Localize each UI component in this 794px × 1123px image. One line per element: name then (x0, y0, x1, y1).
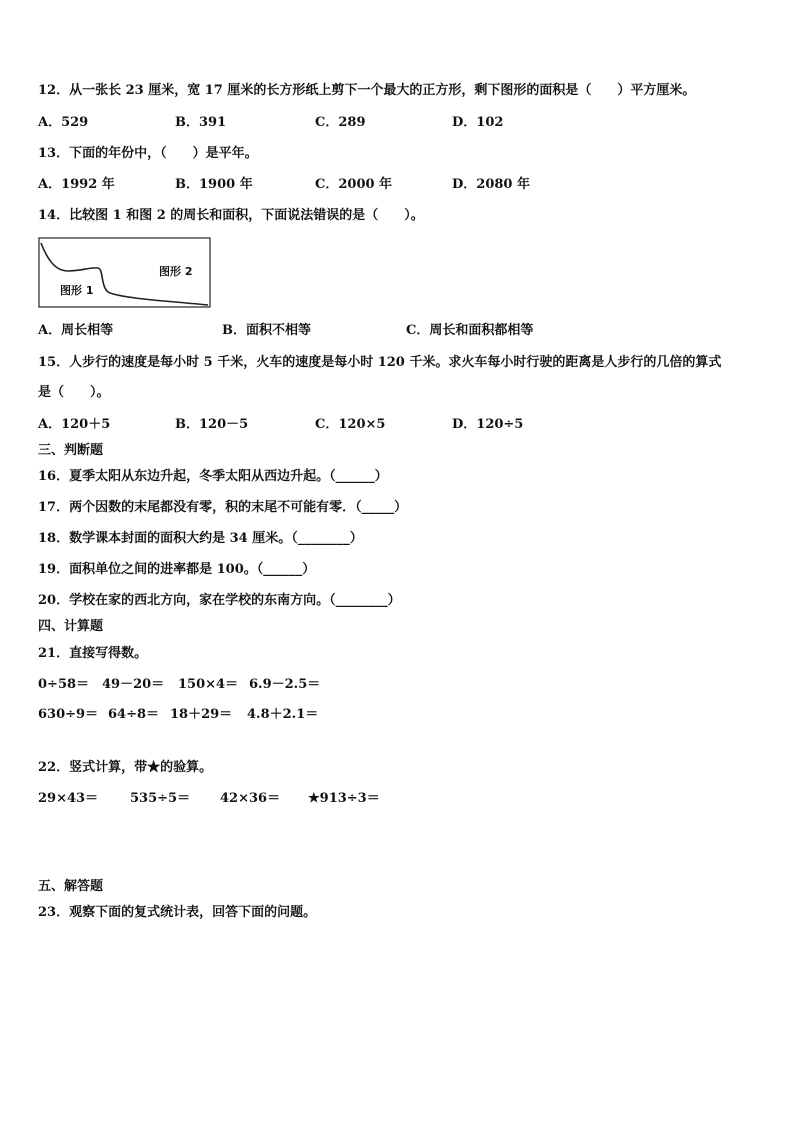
calc-item: 18＋29＝ (170, 707, 233, 722)
vertical-calc-item: 42×36＝ (220, 791, 281, 806)
question-15-text-line1: 15．人步行的速度是每小时 5 千米，火车的速度是每小时 120 千米。求火车每小时行驶的距离是人步行的几倍的算式 (38, 355, 722, 370)
calc-item: 49－20＝ (102, 677, 165, 692)
option-a[interactable]: A．529 (38, 115, 89, 130)
section-5-title: 五、解答题 (38, 879, 104, 894)
calc-item: 64÷8＝ (108, 707, 160, 722)
question-14-text: 14．比较图 1 和图 2 的周长和面积，下面说法错误的是（ ）。 (38, 208, 424, 223)
option-b[interactable]: B．391 (175, 115, 227, 130)
calc-item: 4.8＋2.1＝ (247, 707, 319, 722)
section-4-title: 四、计算题 (38, 619, 104, 634)
figure-outline (38, 237, 212, 309)
calc-item: 6.9－2.5＝ (249, 677, 321, 692)
section-3-title: 三、判断题 (38, 443, 104, 458)
question-18-text: 18．数学课本封面的面积大约是 34 厘米。（________） (38, 531, 363, 546)
question-13-text: 13．下面的年份中，（ ）是平年。 (38, 146, 258, 161)
figure-1-label: 图形 1 (60, 284, 94, 297)
question-19-text: 19．面积单位之间的进率都是 100。（______） (38, 562, 316, 577)
option-c[interactable]: C．2000 年 (315, 177, 393, 192)
option-b[interactable]: B．120－5 (175, 417, 249, 432)
calc-item: 0÷58＝ (38, 677, 90, 692)
option-a[interactable]: A．120＋5 (38, 417, 111, 432)
option-a[interactable]: A．周长相等 (38, 323, 114, 338)
option-b[interactable]: B．面积不相等 (222, 323, 311, 338)
question-23-text: 23．观察下面的复式统计表，回答下面的问题。 (38, 905, 317, 920)
question-15-text-line2: 是（ ）。 (38, 385, 110, 400)
vertical-calc-item: ★913÷3＝ (308, 791, 380, 806)
option-d[interactable]: D．2080 年 (452, 177, 530, 192)
question-20-text: 20．学校在家的西北方向，家在学校的东南方向。（________） (38, 593, 401, 608)
vertical-calc-item: 29×43＝ (38, 791, 99, 806)
option-c[interactable]: C．289 (315, 115, 366, 130)
question-21-text: 21．直接写得数。 (38, 646, 148, 661)
question-17-text: 17．两个因数的末尾都没有零，积的末尾不可能有零．（_____） (38, 500, 408, 515)
question-16-text: 16．夏季太阳从东边升起，冬季太阳从西边升起。（______） (38, 469, 388, 484)
option-c[interactable]: C．120×5 (315, 417, 386, 432)
question-12-text: 12．从一张长 23 厘米，宽 17 厘米的长方形纸上剪下一个最大的正方形，剩下图形的面积是（ ）平方厘米。 (38, 83, 696, 98)
option-a[interactable]: A．1992 年 (38, 177, 115, 192)
vertical-calc-item: 535÷5＝ (130, 791, 191, 806)
figure-2-label: 图形 2 (159, 265, 193, 278)
comparison-figure (38, 237, 212, 309)
option-c[interactable]: C．周长和面积都相等 (406, 323, 534, 338)
option-b[interactable]: B．1900 年 (175, 177, 253, 192)
option-d[interactable]: D．120÷5 (452, 417, 524, 432)
calc-item: 150×4＝ (178, 677, 239, 692)
option-d[interactable]: D．102 (452, 115, 504, 130)
calc-item: 630÷9＝ (38, 707, 99, 722)
question-22-text: 22．竖式计算，带★的验算。 (38, 760, 213, 775)
